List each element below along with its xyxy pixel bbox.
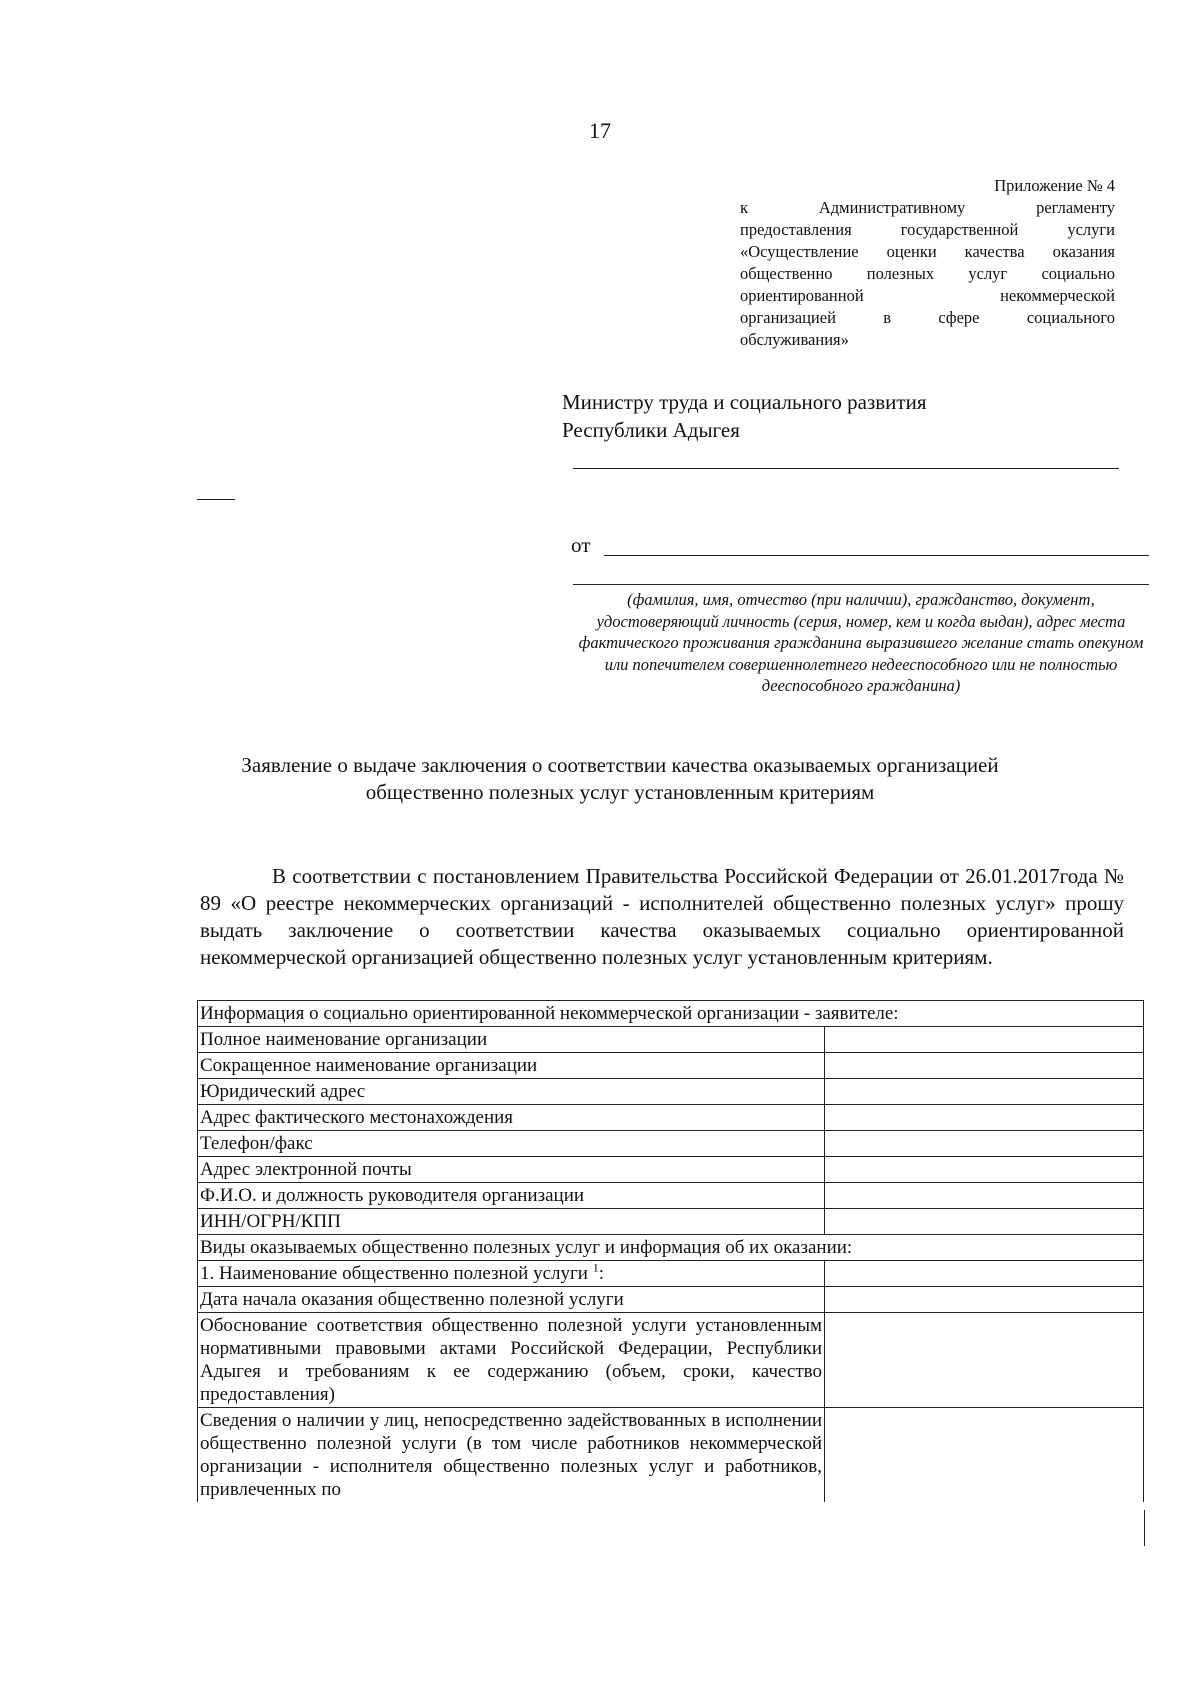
applicant-field-line-2[interactable] — [573, 584, 1149, 585]
table-row — [198, 1105, 1144, 1131]
row-label: Адрес фактического местонахождения — [198, 1105, 825, 1131]
row-value-cell[interactable] — [825, 1105, 1144, 1131]
service-name-colon: : — [598, 1263, 605, 1284]
table-row — [198, 1408, 1144, 1503]
document-title: Заявление о выдаче заключения о соответствии качества оказываемых организацией общественно полезных услуг установленным критериям — [241, 753, 999, 804]
row-value-cell[interactable] — [825, 1313, 1144, 1408]
appendix-line: предоставления государственной услуги — [740, 220, 1115, 239]
table-border-continuation — [1144, 1510, 1145, 1546]
row-label-service-name — [198, 1261, 825, 1287]
table-row — [198, 1287, 1144, 1313]
row-label: Телефон/факс — [198, 1131, 825, 1157]
applicant-hint: (фамилия, имя, отчество (при наличии), гражданство, документ, удостоверяющий личность (серия, номер, кем и когда выдан), адрес места фактического проживания гражданина выразившего желание стать опекуном или попечителем совершеннолетнего недееспособного или не полностью дееспособного гражданина) — [578, 590, 1144, 695]
table-row — [198, 1027, 1144, 1053]
body-text: В соответствии с постановлением Правительства Российской Федерации от 26.01.2017года № 89 «О реестре некоммерческих организаций - исполнителей общественно полезных услуг» прошу выдать заключение о соответствии качества оказываемых социально ориентированной некоммерческой организацией общественно полезных услуг установленным критериям. — [200, 864, 1124, 969]
page-number: 17 — [589, 118, 611, 143]
addressee-name-line[interactable] — [573, 468, 1119, 469]
application-table — [197, 1000, 1144, 1502]
appendix-line: «Осуществление оценки качества оказания — [740, 242, 1115, 261]
row-value-cell[interactable] — [825, 1209, 1144, 1235]
addressee-line-2: Республики Адыгея — [562, 418, 740, 442]
row-value-cell[interactable] — [825, 1408, 1144, 1503]
table-row — [198, 1313, 1144, 1408]
appendix-line: организацией в сфере социального — [740, 308, 1115, 327]
row-value-cell[interactable] — [825, 1053, 1144, 1079]
table-row — [198, 1157, 1144, 1183]
row-value-cell[interactable] — [825, 1157, 1144, 1183]
table-row — [198, 1131, 1144, 1157]
table-section-header — [198, 1001, 1144, 1027]
row-value-cell[interactable] — [825, 1079, 1144, 1105]
appendix-line: ориентированной некоммерческой — [740, 286, 1115, 305]
appendix-line: к Административному регламенту — [740, 198, 1115, 217]
section-org-info: Информация о социально ориентированной некоммерческой организации - заявителе: — [198, 1001, 1144, 1027]
dash-mark — [197, 499, 235, 500]
table-row — [198, 1053, 1144, 1079]
appendix-line: обслуживания» — [740, 330, 849, 349]
row-value-cell[interactable] — [825, 1261, 1144, 1287]
applicant-field-line[interactable] — [604, 555, 1149, 556]
service-name-text: 1. Наименование общественно полезной услуги — [200, 1263, 588, 1284]
row-label: Адрес электронной почты — [198, 1157, 825, 1183]
table-section-header — [198, 1235, 1144, 1261]
row-value-cell[interactable] — [825, 1287, 1144, 1313]
from-label: от — [571, 533, 591, 557]
appendix-title: Приложение № 4 — [994, 176, 1115, 195]
footnote-marker: 1 — [592, 1260, 599, 1275]
appendix-line: общественно полезных услуг социально — [740, 264, 1115, 283]
table-row — [198, 1209, 1144, 1235]
table-row — [198, 1183, 1144, 1209]
row-label: Ф.И.О. и должность руководителя организации — [198, 1183, 825, 1209]
row-label: Сведения о наличии у лиц, непосредственно задействованных в исполнении общественно полезной услуги (в том числе работников некоммерческой организации - исполнителя общественно полезных услуг и работников, привлеченных по — [198, 1408, 825, 1503]
row-label: Полное наименование организации — [198, 1027, 825, 1053]
body-paragraph — [200, 863, 1124, 971]
table-row — [198, 1079, 1144, 1105]
addressee-line-1: Министру труда и социального развития — [562, 390, 927, 414]
row-label: ИНН/ОГРН/КПП — [198, 1209, 825, 1235]
row-value-cell[interactable] — [825, 1027, 1144, 1053]
appendix-block — [740, 175, 1115, 351]
row-label: Дата начала оказания общественно полезной услуги — [198, 1287, 825, 1313]
row-value-cell[interactable] — [825, 1131, 1144, 1157]
row-label: Обоснование соответствия общественно полезной услуги установленным нормативными правовыми актами Российской Федерации, Республики Адыгея и требованиям к ее содержанию (объем, сроки, качество предоставления) — [198, 1313, 825, 1408]
row-label: Юридический адрес — [198, 1079, 825, 1105]
row-value-cell[interactable] — [825, 1183, 1144, 1209]
table-row — [198, 1261, 1144, 1287]
addressee-block — [562, 388, 926, 444]
row-label: Сокращенное наименование организации — [198, 1053, 825, 1079]
section-services: Виды оказываемых общественно полезных услуг и информация об их оказании: — [198, 1235, 1144, 1261]
